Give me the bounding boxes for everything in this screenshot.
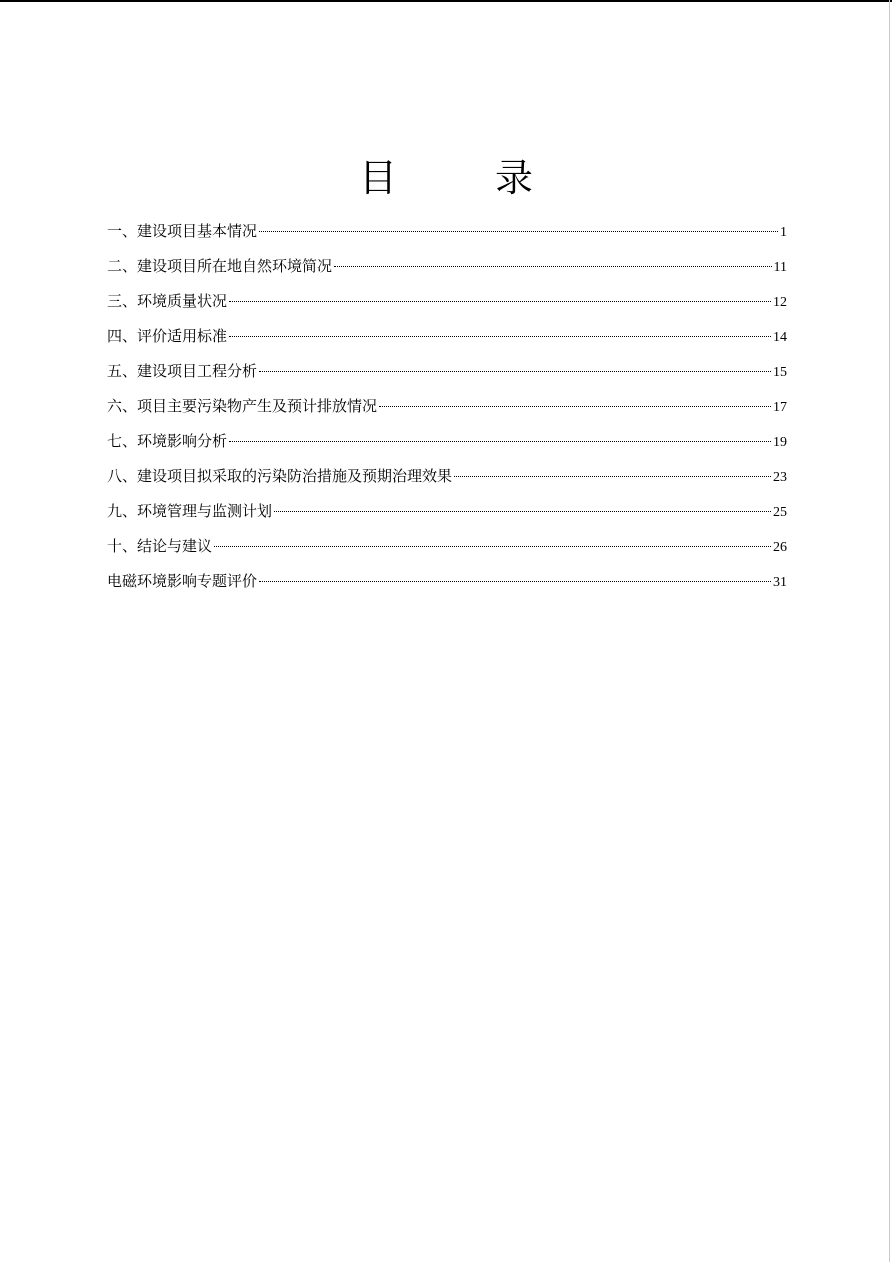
toc-entry-page: 1: [780, 225, 787, 240]
toc-leader-dots: [379, 406, 771, 407]
toc-entry-4[interactable]: [107, 323, 787, 358]
toc-leader-dots: [229, 336, 771, 337]
toc-leader-dots: [274, 511, 771, 512]
toc-entry-label: 电磁环境影响专题评价: [107, 572, 258, 590]
toc-entry-label: 三、环境质量状况: [107, 292, 228, 310]
toc-leader-dots: [229, 301, 771, 302]
toc-leader-dots: [229, 441, 771, 442]
toc-entry-label: 十、结论与建议: [107, 537, 213, 555]
toc-entry-page: 15: [773, 365, 787, 380]
toc-entry-7[interactable]: [107, 428, 787, 463]
toc-leader-dots: [259, 231, 778, 232]
toc-entry-page: 26: [773, 540, 787, 555]
toc-entry-label: 七、环境影响分析: [107, 432, 228, 450]
toc-entry-label: 二、建设项目所在地自然环境简况: [107, 257, 333, 275]
toc-entry-page: 12: [773, 295, 787, 310]
toc-entry-page: 23: [773, 470, 787, 485]
toc-entry-label: 九、环境管理与监测计划: [107, 502, 273, 520]
toc-entry-2[interactable]: [107, 253, 787, 288]
toc-entry-3[interactable]: [107, 288, 787, 323]
toc-entry-page: 31: [773, 575, 787, 590]
toc-entry-label: 四、评价适用标准: [107, 327, 228, 345]
toc-title: 目 录: [358, 156, 563, 200]
page-top-border: [0, 0, 892, 2]
toc-entry-8[interactable]: [107, 463, 787, 498]
toc-entry-page: 11: [773, 260, 787, 275]
toc-leader-dots: [259, 371, 771, 372]
table-of-contents: [107, 218, 787, 603]
toc-entry-11[interactable]: [107, 568, 787, 603]
toc-entry-6[interactable]: [107, 393, 787, 428]
toc-entry-10[interactable]: [107, 533, 787, 568]
toc-entry-label: 六、项目主要污染物产生及预计排放情况: [107, 397, 378, 415]
toc-entry-1[interactable]: [107, 218, 787, 253]
toc-entry-label: 五、建设项目工程分析: [107, 362, 258, 380]
toc-entry-page: 25: [773, 505, 787, 520]
toc-entry-5[interactable]: [107, 358, 787, 393]
toc-leader-dots: [454, 476, 771, 477]
toc-entry-9[interactable]: [107, 498, 787, 533]
toc-entry-label: 一、建设项目基本情况: [107, 222, 258, 240]
toc-leader-dots: [334, 266, 772, 267]
toc-leader-dots: [259, 581, 771, 582]
toc-leader-dots: [214, 546, 771, 547]
toc-entry-page: 17: [773, 400, 787, 415]
toc-entry-page: 19: [773, 435, 787, 450]
toc-entry-label: 八、建设项目拟采取的污染防治措施及预期治理效果: [107, 467, 453, 485]
toc-entry-page: 14: [773, 330, 787, 345]
